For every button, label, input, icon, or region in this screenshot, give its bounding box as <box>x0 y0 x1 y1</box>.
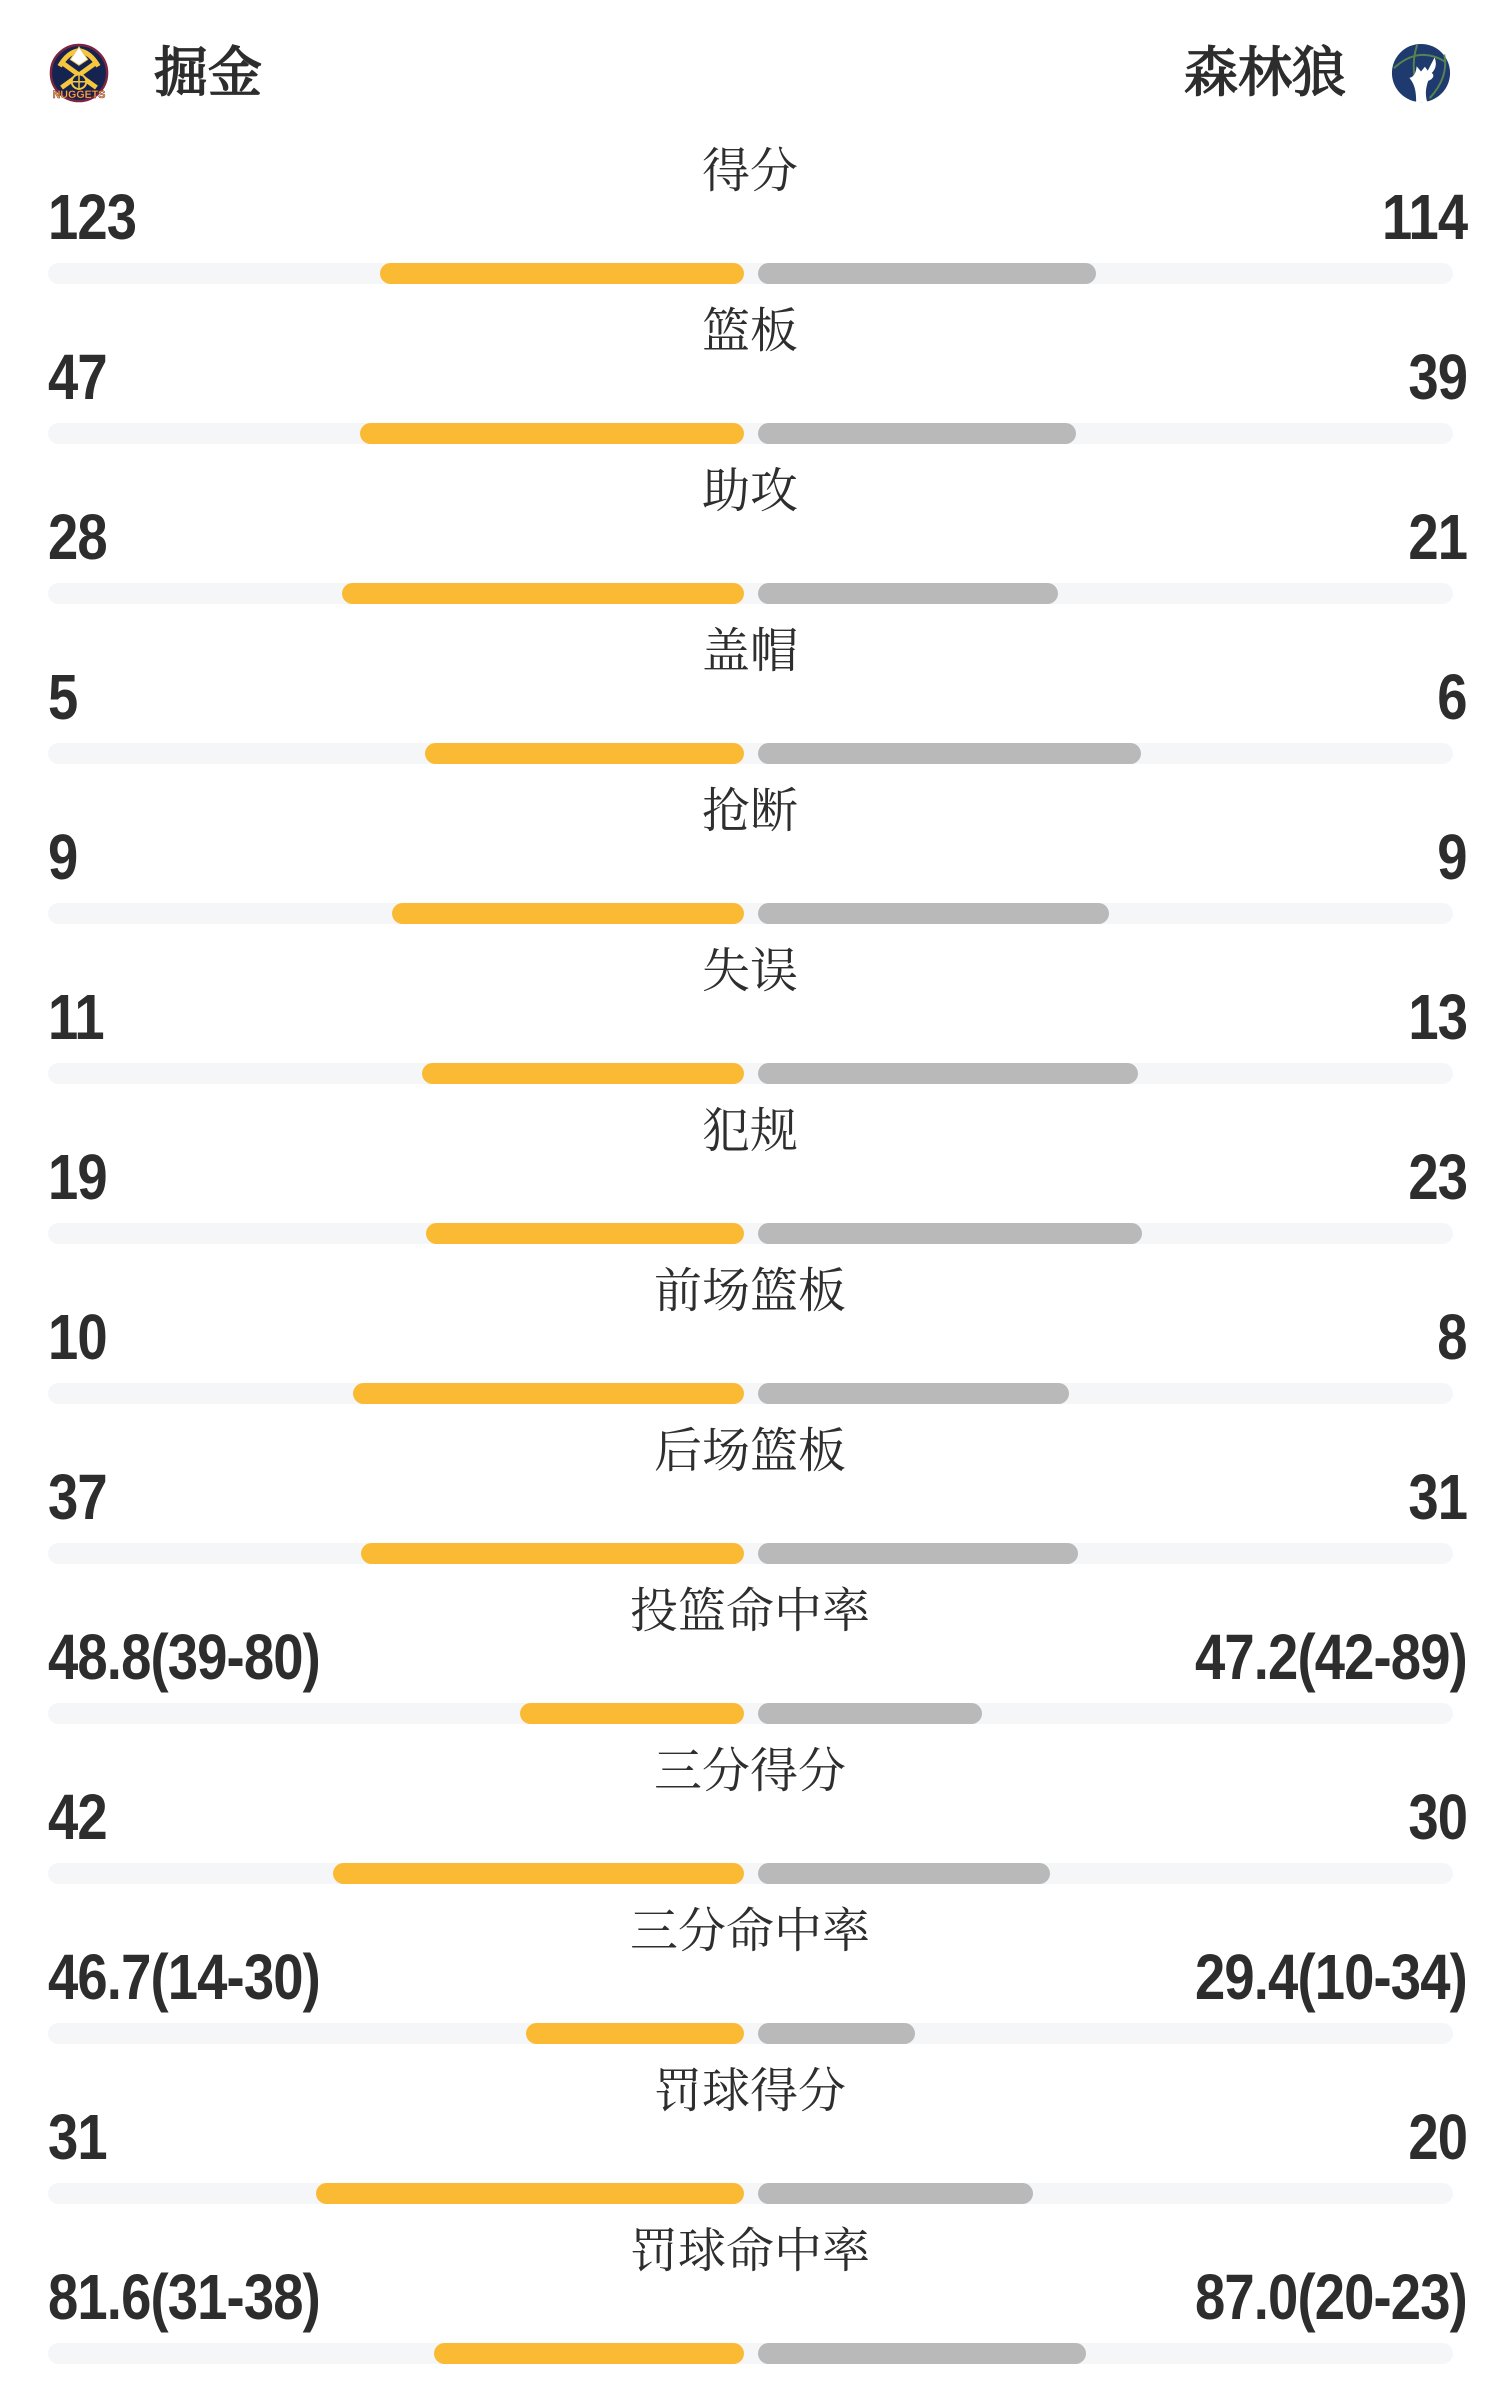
stat-row <box>0 457 1500 617</box>
home-value: 81.6(31-38) <box>48 2261 320 2333</box>
home-value: 28 <box>48 501 107 573</box>
stat-label: 投篮命中率 <box>629 1585 871 1638</box>
home-bar-fill <box>520 1703 743 1724</box>
home-value: 46.7(14-30) <box>48 1941 320 2013</box>
away-bar-fill <box>758 1703 983 1724</box>
home-value: 9 <box>48 821 78 893</box>
home-value: 31 <box>48 2101 107 2173</box>
away-bar-fill <box>758 1863 1050 1884</box>
away-value: 87.0(20-23) <box>1195 2261 1467 2333</box>
home-bar-fill <box>434 2343 743 2364</box>
away-bar-fill <box>758 2343 1087 2364</box>
away-value: 114 <box>1381 181 1467 253</box>
away-bar-fill <box>758 903 1109 924</box>
stat-bar-track <box>48 423 1453 444</box>
stat-row <box>0 1257 1500 1417</box>
stat-bar-track <box>48 2343 1453 2364</box>
away-bar-fill <box>758 2023 915 2044</box>
away-value: 21 <box>1408 501 1467 573</box>
stat-row <box>0 1577 1500 1737</box>
away-bar-fill <box>758 1543 1078 1564</box>
away-bar-fill <box>758 423 1077 444</box>
stat-row <box>0 937 1500 1097</box>
home-value: 37 <box>48 1461 107 1533</box>
away-bar-fill <box>758 1063 1139 1084</box>
home-bar-fill <box>425 743 744 764</box>
home-value: 19 <box>48 1141 107 1213</box>
home-team-name: 掘金 <box>154 42 262 103</box>
stat-label: 助攻 <box>701 465 799 518</box>
away-value: 9 <box>1437 821 1467 893</box>
home-team <box>48 42 262 104</box>
stat-bar-track <box>48 263 1453 284</box>
stat-bar-track <box>48 583 1453 604</box>
away-value: 31 <box>1408 1461 1467 1533</box>
away-value: 39 <box>1408 341 1467 413</box>
stat-row <box>0 777 1500 937</box>
stat-bar-track <box>48 2183 1453 2204</box>
away-value: 6 <box>1437 661 1467 733</box>
away-value: 20 <box>1408 2101 1467 2173</box>
away-bar-fill <box>758 1383 1070 1404</box>
home-value: 123 <box>48 181 137 253</box>
away-value: 8 <box>1437 1301 1467 1373</box>
stat-label: 罚球命中率 <box>629 2225 871 2278</box>
stat-label: 抢断 <box>701 785 799 838</box>
away-value: 13 <box>1408 981 1467 1053</box>
header <box>0 0 1500 137</box>
home-bar-fill <box>422 1063 744 1084</box>
stat-bar-track <box>48 1223 1453 1244</box>
away-value: 23 <box>1408 1141 1467 1213</box>
stat-label: 犯规 <box>701 1105 799 1158</box>
stat-row <box>0 137 1500 297</box>
nuggets-logo <box>48 42 110 104</box>
stat-label: 罚球得分 <box>653 2065 847 2118</box>
stat-row <box>0 1737 1500 1897</box>
stat-label: 后场篮板 <box>653 1425 847 1478</box>
away-value: 29.4(10-34) <box>1195 1941 1467 2013</box>
stat-label: 篮板 <box>701 305 799 358</box>
home-value: 47 <box>48 341 107 413</box>
home-value: 10 <box>48 1301 107 1373</box>
stat-label: 得分 <box>701 145 799 198</box>
home-bar-fill <box>353 1383 744 1404</box>
away-bar-fill <box>758 2183 1033 2204</box>
home-bar-fill <box>316 2183 743 2204</box>
timberwolves-logo <box>1390 42 1452 104</box>
stat-label: 盖帽 <box>701 625 799 678</box>
home-bar-fill <box>392 903 743 924</box>
home-bar-fill <box>380 263 744 284</box>
stat-bar-track <box>48 903 1453 924</box>
home-value: 48.8(39-80) <box>48 1621 320 1693</box>
stat-bar-track <box>48 2023 1453 2044</box>
stat-bar-track <box>48 1063 1453 1084</box>
stat-row <box>0 617 1500 777</box>
home-value: 42 <box>48 1781 107 1853</box>
home-value: 5 <box>48 661 78 733</box>
away-team <box>1184 42 1452 104</box>
stat-label: 失误 <box>701 945 799 998</box>
stat-row <box>0 1417 1500 1577</box>
stat-bar-track <box>48 1383 1453 1404</box>
stat-bar-track <box>48 1703 1453 1724</box>
stat-label: 三分得分 <box>653 1745 847 1798</box>
stat-label: 前场篮板 <box>653 1265 847 1318</box>
home-value: 11 <box>48 981 104 1053</box>
nuggets-logo-text: NUGGETS <box>52 88 106 101</box>
away-bar-fill <box>758 583 1059 604</box>
stat-row <box>0 2217 1500 2377</box>
stat-row <box>0 2057 1500 2217</box>
away-bar-fill <box>758 1223 1143 1244</box>
home-bar-fill <box>426 1223 744 1244</box>
stat-row <box>0 297 1500 457</box>
home-bar-fill <box>333 1863 743 1884</box>
stat-row <box>0 1897 1500 2057</box>
away-value: 47.2(42-89) <box>1195 1621 1467 1693</box>
stats-list <box>0 137 1500 2377</box>
home-bar-fill <box>360 423 744 444</box>
stat-bar-track <box>48 1543 1453 1564</box>
away-bar-fill <box>758 743 1142 764</box>
stat-bar-track <box>48 743 1453 764</box>
stat-bar-track <box>48 1863 1453 1884</box>
stat-label: 三分命中率 <box>629 1905 871 1958</box>
home-bar-fill <box>342 583 744 604</box>
stat-row <box>0 1097 1500 1257</box>
away-bar-fill <box>758 263 1097 284</box>
home-bar-fill <box>526 2023 744 2044</box>
home-bar-fill <box>361 1543 743 1564</box>
away-team-name: 森林狼 <box>1184 42 1346 103</box>
away-value: 30 <box>1408 1781 1467 1853</box>
